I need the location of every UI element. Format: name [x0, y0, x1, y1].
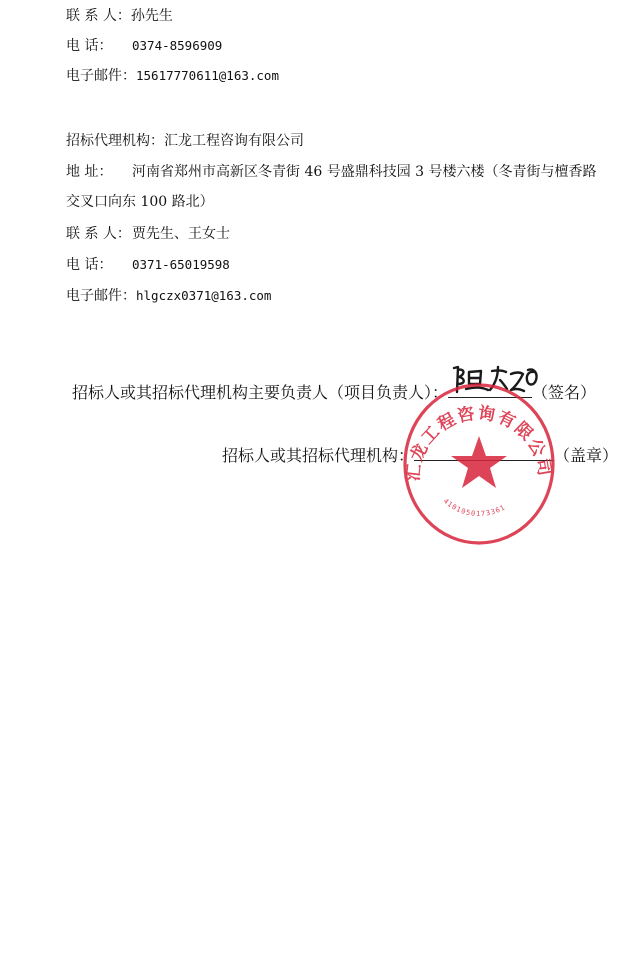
agency-name-label: 招标代理机构： — [66, 133, 164, 149]
svg-text:汇龙工程咨询有限公司: 汇龙工程咨询有限公司 — [403, 403, 555, 483]
contact-person-label: 联 系 人： — [66, 8, 131, 24]
address-value-line1: 河南省郑州市高新区冬青街 46 号盛鼎科技园 3 号楼六楼（冬青街与檀香路 — [132, 164, 597, 180]
email-label: 电子邮件： — [66, 288, 136, 304]
company-seal-stamp — [398, 378, 560, 550]
email-value: 15617770611@163.com — [136, 68, 279, 83]
seal-suffix: （盖章） — [554, 446, 619, 465]
agency-person-row — [66, 225, 230, 243]
contact-person-label: 联 系 人： — [66, 226, 131, 242]
responsible-person-label: 招标人或其招标代理机构主要负责人（项目负责人）： — [72, 383, 449, 402]
phone-label: 电 话： — [66, 38, 113, 54]
address-label: 地 址： — [66, 164, 113, 180]
email-label: 电子邮件： — [66, 68, 136, 84]
agency-name-value: 汇龙工程咨询有限公司 — [164, 133, 304, 149]
contact1-person-row — [66, 7, 173, 25]
contact1-phone-row — [66, 37, 222, 55]
phone-label: 电 话： — [66, 257, 113, 273]
agency-email-row — [66, 287, 271, 305]
contact-person-value: 孙先生 — [130, 8, 173, 24]
address-value-line2: 交叉口向东 100 路北） — [66, 194, 214, 210]
contact1-email-row — [66, 67, 279, 85]
svg-text:4101050173361: 4101050173361 — [441, 497, 507, 519]
organization-label: 招标人或其招标代理机构： — [222, 446, 415, 465]
agency-name-row — [66, 132, 304, 150]
agency-address-continuation — [66, 193, 214, 211]
sign-suffix: （签名） — [532, 383, 597, 402]
email-value: hlgczx0371@163.com — [136, 288, 272, 303]
agency-phone-row — [66, 256, 230, 274]
agency-address-row — [66, 163, 597, 181]
phone-value: 0374-8596909 — [132, 38, 223, 53]
phone-value: 0371-65019598 — [132, 257, 230, 272]
contact-person-value: 贾先生、王女士 — [132, 226, 230, 242]
